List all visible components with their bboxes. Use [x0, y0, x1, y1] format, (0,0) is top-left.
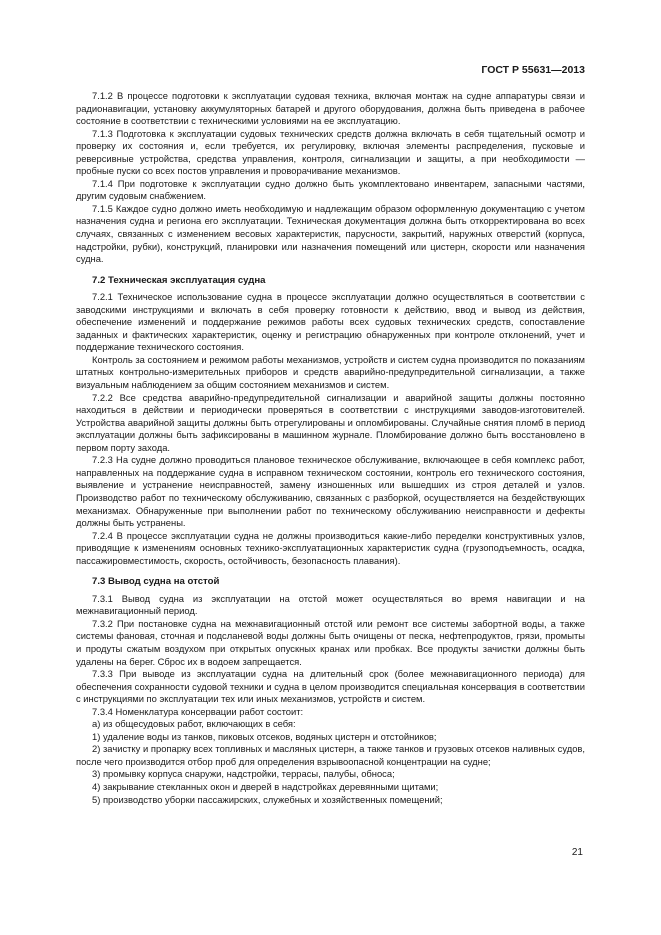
paragraph: 7.3.2 При постановке судна на межнавигационный отстой или ремонт все системы забортной воды, а также системы фановая, сточная и подсланевой воды должны быть очищены от песка, нефтепродуктов, грязи, промыты и продуты сжатым воздухом при открытых опускных кранах или пробках. Все продукты зачистки должны быть удалены на берег. Сброс их в водоем запрещается.: [76, 617, 585, 667]
paragraph: 7.2.3 На судне должно проводиться плановое техническое обслуживание, включающее в себя комплекс работ, направленных на поддержание судна в исправном техническом состоянии, контроль его технического состояния, выявление и устранение неисправностей, замену изношенных или вышедших из строя деталей и узлов. Производство работ по техническому обслуживанию, связанных с разборкой, осуществляется на бездействующих механизмах. Обнаруженные при выполнении работ по техническому обслуживанию неисправности и дефекты должны быть устранены.: [76, 454, 585, 529]
paragraph: 7.1.3 Подготовка к эксплуатации судовых технических средств должна включать в себя тщательный осмотр и проверку их состояния и, если требуется, их регулировку, включая элементы распределения, пусковые и реверсивные устройства, средства управления, контроля, сигнализации и защиты, а при необходимости — пробные пуски со всех постов управления и проворачивание механизмов.: [76, 127, 585, 177]
paragraph: а) из общесудовых работ, включающих в себя:: [92, 718, 296, 730]
paragraph: 1) удаление воды из танков, пиковых отсеков, водяных цистерн и отстойников;: [92, 730, 437, 742]
paragraph: 4) закрывание стекланных окон и дверей в надстройках деревянными щитами;: [92, 780, 439, 792]
paragraph: 2) зачистку и пропарку всех топливных и масляных цистерн, а также танков и грузовых отсеков наливных судов, после чего производится отбор проб для определения взрывоопасной концентрации на судне;: [76, 743, 585, 767]
paragraph: 7.3.4 Номенклатура консервации работ состоит:: [92, 705, 304, 717]
standard-code: ГОСТ Р 55631—2013: [481, 64, 585, 76]
section-heading: 7.2 Техническая эксплуатация судна: [92, 274, 266, 286]
paragraph: 7.2.4 В процессе эксплуатации судна не должны производиться какие-либо переделки конструктивных узлов, приводящие к изменениям основных технико-эксплуатационных характеристик судна (грузоподъемность, осадка, пассажировместимость, скорость, остойчивость, безопасность плавания).: [76, 529, 585, 566]
document-body: [76, 90, 585, 806]
paragraph: 7.3.1 Вывод судна из эксплуатации на отстой может осуществляться во время навигации и на межнавигационный период.: [76, 592, 585, 617]
paragraph: 7.2.1 Техническое использование судна в процессе эксплуатации должно осуществляться в соответствии с заводскими инструкциями и включать в себя проверку готовности к действию, ввод и вывод из действия, обеспечение изменений и поддержание режимов работы всех судовых технических средств, сопоставление заданных и фактических характеристик, оценку и регистрацию обнаруженных при контроле отклонений, учет и поддержание технического состояния.: [76, 291, 585, 353]
page-number: 21: [571, 847, 583, 858]
paragraph: Контроль за состоянием и режимом работы механизмов, устройств и систем судна производится по показаниям штатных контрольно-измерительных приборов и средств аварийно-предупредительной сигнализации, а также визуальным наблюдением за общим состоянием механизмов и систем.: [76, 353, 585, 391]
paragraph: 3) промывку корпуса снаружи, надстройки, террасы, палубы, обноса;: [92, 768, 395, 780]
paragraph: 5) производство уборки пассажирских, служебных и хозяйственных помещений;: [92, 793, 443, 805]
paragraph: 7.1.2 В процессе подготовки к эксплуатации судовая техника, включая монтаж на судне аппаратуры связи и радионавигации, установку аккумуляторных батарей и другого оборудования, должна быть приведена в рабочее состояние в соответствии с техническими условиями на ее эксплуатацию.: [76, 90, 585, 127]
section-heading: 7.3 Вывод судна на отстой: [92, 576, 220, 588]
paragraph: 7.1.4 При подготовке к эксплуатации судно должно быть укомплектовано инвентарем, запасными частями, другим судовым снабжением.: [76, 177, 585, 202]
paragraph: 7.3.3 При выводе из эксплуатации судна на длительный срок (более межнавигационного периода) для обеспечения сохранности судовой техники и судна в целом производится специальная консервация в соответствии с инструкциями по эксплуатации тех или иных механизмов, устройств и систем.: [76, 668, 585, 705]
paragraph: 7.2.2 Все средства аварийно-предупредительной сигнализации и аварийной защиты должны постоянно находиться в действии и периодически проверяться в соответствии с инструкциями заводов-изготовителей. Устройства аварийной защиты должны быть отрегулированы и опломбированы. Случайные снятия пломб в период эксплуатации должны быть зафиксированы в машинном журнале. Пломбирование должно быть восстановлено в первом порту захода.: [76, 391, 585, 453]
paragraph: 7.1.5 Каждое судно должно иметь необходимую и надлежащим образом оформленную документацию с учетом назначения судна и региона его эксплуатации. Техническая документация должна быть откорректирована во всех случаях, связанных с изменением весовых характеристик, парусности, закрытий, наружных отверстий (корпуса, надстройки, рубки), конструкций, планировки или назначения помещений или цистерн, скорости или назначения судна.: [76, 202, 585, 265]
